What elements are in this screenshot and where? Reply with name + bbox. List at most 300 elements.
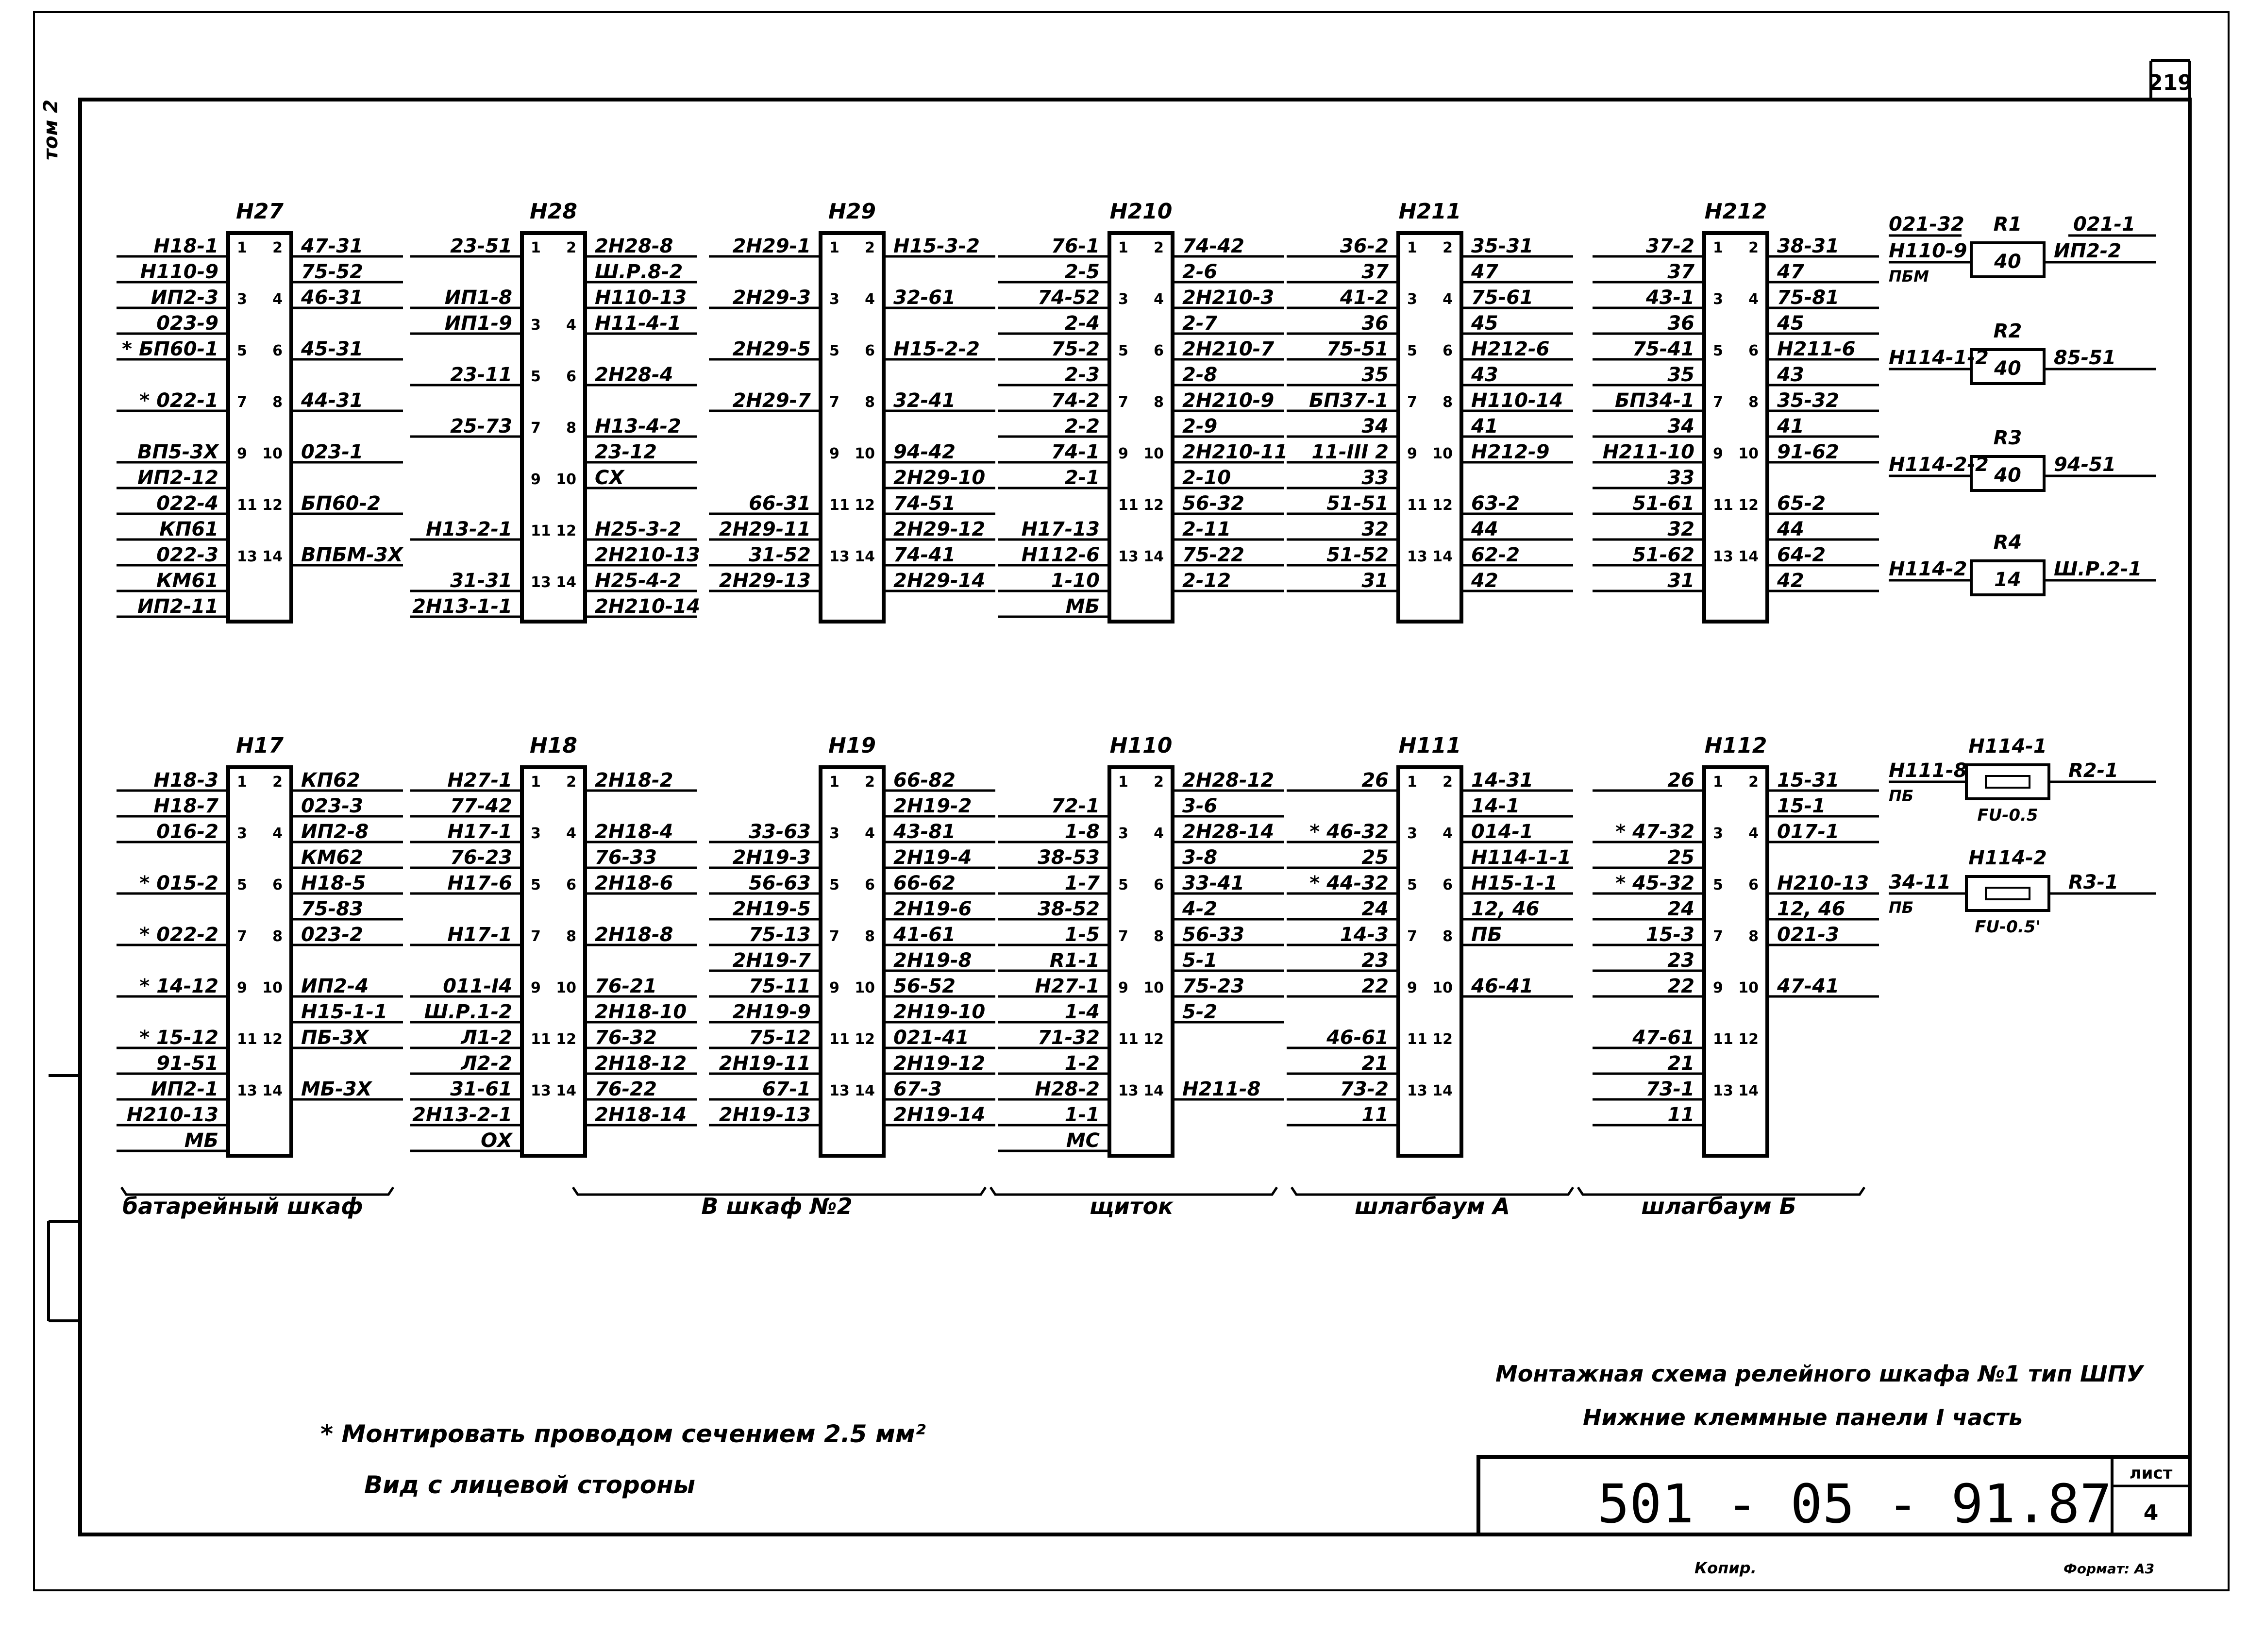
wire-label-right: Н114-1-1 <box>1471 846 1571 869</box>
wire-label-right: 38-31 <box>1777 235 1839 257</box>
wire-label-right: 2-12 <box>1182 570 1231 592</box>
pin-number: 2 <box>272 239 283 256</box>
wire-label-left: 022-4 <box>156 492 218 515</box>
pin-number: 6 <box>1748 877 1759 893</box>
fuse-wire-right: R3-1 <box>2068 871 2119 893</box>
pin-number: 11 <box>531 523 551 539</box>
wire-label-left: 33-63 <box>749 821 811 843</box>
group-labels <box>121 1187 1864 1219</box>
pin-number: 13 <box>1118 548 1139 565</box>
wire-label-left: 14-3 <box>1340 924 1389 946</box>
terminal-block-name: Н19 <box>828 733 876 758</box>
pin-number: 9 <box>237 445 247 462</box>
wire-label-left: МС <box>1066 1129 1100 1152</box>
fuse-name: Н114-2 <box>1968 847 2047 869</box>
pin-number: 8 <box>1154 928 1164 945</box>
wire-label-left: 36 <box>1667 312 1694 335</box>
wire-label-right: 2-9 <box>1182 415 1218 438</box>
wire-label-right: 021-3 <box>1777 924 1839 946</box>
pin-number: 2 <box>1748 239 1759 256</box>
pin-number: 8 <box>1443 394 1453 411</box>
wire-label-right: 2Н210-14 <box>595 595 701 618</box>
pin-number: 8 <box>865 928 875 945</box>
wire-label-right: Н15-3-2 <box>893 235 980 257</box>
wire-label-left: Н211-10 <box>1602 441 1694 463</box>
wire-label-right: 2Н18-2 <box>595 769 673 792</box>
wire-label-right: 94-42 <box>893 441 956 463</box>
terminal-block-name: Н17 <box>235 733 284 758</box>
fuse-wire-left-sub: ПБ <box>1889 898 1914 917</box>
wire-label-left: 26 <box>1361 769 1389 792</box>
wire-label-right: 41-61 <box>893 924 956 946</box>
wire-label-right: 2Н210-9 <box>1182 389 1275 412</box>
wire-label-left: 1-10 <box>1051 570 1100 592</box>
wire-label-left: * 14-12 <box>139 975 218 997</box>
wire-label-right: 91-62 <box>1777 441 1839 463</box>
pin-number: 10 <box>1143 979 1164 996</box>
wire-label-right: ИП2-4 <box>301 975 369 997</box>
wire-label-left: 67-1 <box>762 1078 811 1100</box>
terminal-block <box>410 199 700 622</box>
wire-label-left: 2Н29-7 <box>732 389 811 412</box>
wire-label-left: 1-8 <box>1064 821 1100 843</box>
pin-number: 1 <box>1118 774 1128 791</box>
wire-label-left: * 45-32 <box>1615 872 1694 894</box>
pin-number: 5 <box>531 368 541 385</box>
terminal-block <box>709 199 995 622</box>
wire-label-left: * 44-32 <box>1309 872 1389 894</box>
wire-label-right: 2Н29-14 <box>893 570 986 592</box>
wire-label-right: 12, 46 <box>1471 898 1540 920</box>
wire-label-left: 11 <box>1361 1104 1389 1126</box>
wire-label-right: 62-2 <box>1471 544 1520 566</box>
pin-number: 3 <box>1407 825 1417 842</box>
pin-number: 4 <box>272 825 283 842</box>
wire-label-right: 76-33 <box>595 846 657 869</box>
terminal-block-name: Н27 <box>235 199 284 224</box>
wire-label-left: 31 <box>1667 570 1694 592</box>
pin-number: 12 <box>1143 497 1164 514</box>
wire-label-left: Н28-2 <box>1035 1078 1100 1100</box>
wire-label-left: 21 <box>1667 1052 1694 1075</box>
wire-label-left: 22 <box>1667 975 1694 997</box>
wire-label-right: 12, 46 <box>1777 898 1845 920</box>
wire-label-right: Н25-4-2 <box>595 570 682 592</box>
wire-label-left: Ш.Р.1-2 <box>424 1001 512 1023</box>
pin-number: 14 <box>262 1082 283 1099</box>
wire-label-left: 2Н13-2-1 <box>412 1104 512 1126</box>
pin-number: 10 <box>855 445 875 462</box>
wire-label-right: 56-52 <box>893 975 956 997</box>
fuse-element <box>1986 776 2030 788</box>
pin-number: 13 <box>1713 548 1733 565</box>
pin-number: 11 <box>237 1031 257 1048</box>
wire-label-left: 1-2 <box>1064 1052 1100 1075</box>
pin-number: 11 <box>531 1031 551 1048</box>
title-line-2: Нижние клеммные панели I часть <box>1583 1404 2023 1431</box>
wire-label-right: 2Н18-8 <box>595 924 673 946</box>
pin-number: 4 <box>272 291 283 308</box>
pin-number: 1 <box>1713 774 1723 791</box>
pin-number: 11 <box>1118 1031 1139 1048</box>
pin-number: 4 <box>1443 825 1453 842</box>
group-label: батарейный шкаф <box>122 1193 363 1219</box>
pin-number: 1 <box>531 774 541 791</box>
wire-label-left: 43-1 <box>1645 287 1694 309</box>
wire-label-right: 2Н210-3 <box>1182 287 1275 309</box>
pin-number: 6 <box>1443 342 1453 359</box>
wire-label-left: 74-1 <box>1051 441 1100 463</box>
wire-label-right: 45 <box>1777 312 1804 335</box>
resistor-wire-left: Н114-2 <box>1889 558 1967 580</box>
wire-label-right: 15-1 <box>1777 795 1826 817</box>
wire-label-left: 2-5 <box>1064 261 1100 283</box>
pin-number: 12 <box>262 1031 283 1048</box>
wire-label-left: * 47-32 <box>1615 821 1694 843</box>
wire-label-left: Л2-2 <box>461 1052 512 1075</box>
pin-number: 8 <box>865 394 875 411</box>
pin-number: 7 <box>531 928 541 945</box>
wire-label-right: 2Н19-2 <box>893 795 972 817</box>
pin-number: 7 <box>531 420 541 437</box>
pin-number: 1 <box>237 774 247 791</box>
wire-label-left: КМ61 <box>156 570 218 592</box>
wire-label-left: 21 <box>1361 1052 1389 1075</box>
resistor-name: R2 <box>1993 320 2022 342</box>
wire-label-right: 76-32 <box>595 1027 657 1049</box>
wire-label-right: 3-8 <box>1182 846 1218 869</box>
pin-number: 9 <box>531 979 541 996</box>
wire-label-left: 37 <box>1667 261 1694 283</box>
pin-number: 1 <box>531 239 541 256</box>
pin-number: 9 <box>1407 979 1417 996</box>
wire-label-left: 25 <box>1667 846 1694 869</box>
wire-label-left: * 022-1 <box>139 389 218 412</box>
pin-number: 3 <box>237 825 247 842</box>
wire-label-right: Н211-8 <box>1182 1078 1261 1100</box>
wire-label-left: 76-1 <box>1051 235 1100 257</box>
wire-label-right: БП60-2 <box>301 492 381 515</box>
wire-label-right: 2Н28-14 <box>1182 821 1275 843</box>
wire-label-right: 2Н18-14 <box>595 1104 687 1126</box>
terminal-block-name: Н111 <box>1398 733 1461 758</box>
pin-number: 13 <box>531 574 551 591</box>
pin-number: 1 <box>1713 239 1723 256</box>
wire-label-left: 2Н29-3 <box>732 287 811 309</box>
pin-number: 2 <box>566 239 576 256</box>
pin-number: 8 <box>272 394 283 411</box>
wire-label-right: 32-61 <box>893 287 956 309</box>
wire-label-left: 32 <box>1361 518 1389 540</box>
fuse-value: FU-0.5 <box>1977 806 2038 825</box>
wire-label-right: 76-21 <box>595 975 657 997</box>
wire-label-right: 2-10 <box>1182 467 1231 489</box>
wire-label-left: 022-3 <box>156 544 218 566</box>
pin-number: 5 <box>1118 342 1128 359</box>
wire-label-right: 74-41 <box>893 544 956 566</box>
wire-label-right: КМ62 <box>301 846 364 869</box>
pin-number: 12 <box>1432 1031 1453 1048</box>
wire-label-right: Н110-14 <box>1471 389 1563 412</box>
pin-number: 13 <box>237 548 257 565</box>
pin-number: 4 <box>1154 291 1164 308</box>
wire-label-left: 31 <box>1361 570 1389 592</box>
pin-number: 11 <box>1713 1031 1733 1048</box>
pin-number: 8 <box>272 928 283 945</box>
pin-number: 9 <box>1407 445 1417 462</box>
wire-label-left: 34 <box>1361 415 1389 438</box>
wire-label-right: Н15-2-2 <box>893 338 980 360</box>
wire-label-right: 2Н18-6 <box>595 872 673 894</box>
pin-number: 5 <box>237 877 247 893</box>
resistor-wire-left: Н114-1-2 <box>1889 347 1989 369</box>
wire-label-left: Н110-9 <box>140 261 218 283</box>
pin-number: 7 <box>1118 928 1128 945</box>
fuse-value: FU-0.5' <box>1975 917 2041 937</box>
wire-label-right: 023-1 <box>301 441 363 463</box>
wire-label-right: 66-82 <box>893 769 956 792</box>
wire-label-left: 1-4 <box>1064 1001 1100 1023</box>
wire-label-right: 14-31 <box>1471 769 1533 792</box>
pin-number: 2 <box>865 239 875 256</box>
wire-label-left: Л1-2 <box>461 1027 512 1049</box>
terminal-block-name: Н110 <box>1109 733 1173 758</box>
wire-label-right: 63-2 <box>1471 492 1520 515</box>
wire-label-left: 46-61 <box>1326 1027 1389 1049</box>
wire-label-left: 37 <box>1361 261 1389 283</box>
terminal-block <box>410 733 697 1156</box>
wire-label-right: 65-2 <box>1777 492 1826 515</box>
wire-label-left: 11-III 2 <box>1311 441 1389 463</box>
pin-number: 14 <box>855 548 875 565</box>
pin-number: 1 <box>1118 239 1128 256</box>
pin-number: 14 <box>1738 548 1759 565</box>
wire-label-left: 23 <box>1667 949 1694 972</box>
pin-number: 1 <box>829 774 839 791</box>
wire-label-right: Н25-3-2 <box>595 518 682 540</box>
wire-label-right: 66-62 <box>893 872 956 894</box>
pin-number: 8 <box>1748 394 1759 411</box>
pin-number: 12 <box>1432 497 1453 514</box>
wire-label-right: 42 <box>1777 570 1804 592</box>
wire-label-right: 2Н19-14 <box>893 1104 986 1126</box>
wire-label-left: * 015-2 <box>139 872 218 894</box>
pin-number: 10 <box>556 471 576 488</box>
wire-label-left: 36 <box>1361 312 1389 335</box>
wire-label-left: 2-2 <box>1064 415 1100 438</box>
wire-label-right: 2-8 <box>1182 364 1218 386</box>
pin-number: 3 <box>1713 825 1723 842</box>
pin-number: 11 <box>1407 1031 1427 1048</box>
wire-label-right: 45 <box>1471 312 1498 335</box>
pin-number: 8 <box>1443 928 1453 945</box>
pin-number: 11 <box>1407 497 1427 514</box>
pin-number: 10 <box>262 445 283 462</box>
terminal-block-name: Н29 <box>828 199 876 224</box>
pin-number: 8 <box>566 420 576 437</box>
pin-number: 12 <box>262 497 283 514</box>
pin-number: 7 <box>1713 394 1723 411</box>
pin-number: 12 <box>1143 1031 1164 1048</box>
wire-label-right: Н211-6 <box>1777 338 1856 360</box>
fuse-element <box>1986 888 2030 899</box>
wire-label-left: Н17-13 <box>1021 518 1100 540</box>
pin-number: 10 <box>1432 445 1453 462</box>
pin-number: 9 <box>1118 445 1128 462</box>
wire-label-left: 26 <box>1667 769 1694 792</box>
wire-label-right: 5-1 <box>1182 949 1218 972</box>
terminal-block <box>117 733 403 1156</box>
wire-label-left: * 15-12 <box>139 1027 218 1049</box>
wire-label-right: КП62 <box>301 769 360 792</box>
wire-label-left: 51-61 <box>1632 492 1694 515</box>
pin-number: 11 <box>829 1031 850 1048</box>
wire-label-right: 75-52 <box>301 261 363 283</box>
pin-number: 2 <box>1748 774 1759 791</box>
page-number: 219 <box>2148 70 2193 95</box>
wire-label-right: 2Н29-10 <box>893 467 986 489</box>
wire-label-left: ИП1-8 <box>444 287 512 309</box>
pin-number: 5 <box>1118 877 1128 893</box>
wire-label-left: 2Н19-13 <box>719 1104 811 1126</box>
wire-label-left: 11 <box>1667 1104 1694 1126</box>
components-layer <box>1889 213 2156 937</box>
wire-label-right: 47-31 <box>301 235 363 257</box>
pin-number: 2 <box>1154 774 1164 791</box>
wire-label-right: 2Н19-12 <box>893 1052 986 1075</box>
wire-label-left: 73-2 <box>1340 1078 1389 1100</box>
wire-label-right: 2Н19-8 <box>893 949 972 972</box>
wire-label-left: 2Н29-13 <box>719 570 811 592</box>
pin-number: 13 <box>829 548 850 565</box>
wire-label-right: ИП2-8 <box>301 821 369 843</box>
wire-label-left: 2-1 <box>1064 467 1100 489</box>
wire-label-left: 2-4 <box>1064 312 1100 335</box>
resistor-wire-right-top: 021-1 <box>2073 213 2135 236</box>
wire-label-right: 46-41 <box>1471 975 1533 997</box>
wire-label-right: 76-22 <box>595 1078 657 1100</box>
wire-label-left: 38-53 <box>1038 846 1100 869</box>
wire-label-left: * 46-32 <box>1309 821 1389 843</box>
terminal-block <box>1287 199 1573 622</box>
pin-number: 1 <box>1407 239 1417 256</box>
resistor-value: 40 <box>1994 357 2021 380</box>
wire-label-left: 023-9 <box>156 312 218 335</box>
resistor <box>1889 531 2156 595</box>
wire-label-left: 51-62 <box>1632 544 1694 566</box>
pin-number: 14 <box>556 574 576 591</box>
wire-label-left: Н13-2-1 <box>425 518 512 540</box>
pin-number: 12 <box>855 1031 875 1048</box>
wire-label-right: 2Н18-4 <box>595 821 673 843</box>
wire-label-right: 2Н19-6 <box>893 898 972 920</box>
pin-number: 5 <box>1713 877 1723 893</box>
pin-number: 1 <box>829 239 839 256</box>
wire-label-right: 43 <box>1777 364 1804 386</box>
wire-label-left: Н210-13 <box>126 1104 218 1126</box>
wire-label-left: Н17-1 <box>447 821 512 843</box>
pin-number: 7 <box>829 928 839 945</box>
wire-label-right: 44-31 <box>301 389 363 412</box>
wire-label-left: ИП2-11 <box>137 595 218 618</box>
pin-number: 14 <box>1738 1082 1759 1099</box>
wire-label-right: 2Н18-12 <box>595 1052 687 1075</box>
wire-label-left: Н112-6 <box>1021 544 1100 566</box>
pin-number: 5 <box>237 342 247 359</box>
wire-label-left: 77-42 <box>450 795 512 817</box>
pin-number: 5 <box>1407 342 1417 359</box>
pin-number: 4 <box>1443 291 1453 308</box>
wire-label-left: 51-52 <box>1326 544 1389 566</box>
resistor-value: 40 <box>1994 464 2021 487</box>
pin-number: 14 <box>1432 1082 1453 1099</box>
wire-label-left: 2Н19-11 <box>719 1052 811 1075</box>
wire-label-right: 014-1 <box>1471 821 1533 843</box>
wire-label-right: 2Н28-12 <box>1182 769 1275 792</box>
pin-number: 3 <box>829 825 839 842</box>
wire-label-left: Н18-7 <box>153 795 218 817</box>
wire-label-left: 2Н29-11 <box>719 518 811 540</box>
wire-label-right: 2Н210-13 <box>595 544 701 566</box>
pin-number: 4 <box>1748 291 1759 308</box>
wire-label-left: 15-3 <box>1645 924 1694 946</box>
wire-label-right: 023-3 <box>301 795 363 817</box>
pin-number: 11 <box>1118 497 1139 514</box>
pin-number: 5 <box>1713 342 1723 359</box>
wire-label-left: ИП2-3 <box>151 287 218 309</box>
group-label: щиток <box>1089 1193 1174 1219</box>
wire-label-left: 56-63 <box>749 872 811 894</box>
pin-number: 2 <box>566 774 576 791</box>
wire-label-left: 23-11 <box>450 364 512 386</box>
wire-label-left: 41-2 <box>1340 287 1389 309</box>
fuse-name: Н114-1 <box>1968 735 2047 758</box>
pin-number: 11 <box>829 497 850 514</box>
wire-label-left: 75-2 <box>1051 338 1100 360</box>
wire-label-right: ПБ-3Х <box>301 1027 369 1049</box>
wire-label-left: ИП2-12 <box>137 467 218 489</box>
pin-number: 9 <box>531 471 541 488</box>
pin-number: 6 <box>1748 342 1759 359</box>
wire-label-left: ВП5-3Х <box>137 441 218 463</box>
wire-label-left: МБ <box>1065 595 1100 618</box>
wire-label-right: 35-31 <box>1471 235 1533 257</box>
wire-label-left: 75-12 <box>749 1027 811 1049</box>
pin-number: 9 <box>1118 979 1128 996</box>
sheet-number: 4 <box>2143 1500 2159 1525</box>
document-number: 501 - 05 - 91.87 <box>1597 1473 2112 1535</box>
wire-label-left: R1-1 <box>1049 949 1100 972</box>
pin-number: 4 <box>1154 825 1164 842</box>
wire-label-left: Н18-1 <box>153 235 218 257</box>
wire-label-right: 42 <box>1471 570 1498 592</box>
resistor-wire-left: Н110-9 <box>1889 240 1967 262</box>
wire-label-right: 2Н29-12 <box>893 518 986 540</box>
wire-label-right: 15-31 <box>1777 769 1839 792</box>
wire-label-left: 73-1 <box>1645 1078 1694 1100</box>
wire-label-right: Н11-4-1 <box>595 312 682 335</box>
pin-number: 1 <box>237 239 247 256</box>
wire-label-left: 38-52 <box>1038 898 1100 920</box>
pin-number: 7 <box>829 394 839 411</box>
pin-number: 1 <box>1407 774 1417 791</box>
pin-number: 6 <box>865 342 875 359</box>
wire-label-right: 41 <box>1777 415 1804 438</box>
wire-label-left: 31-61 <box>450 1078 512 1100</box>
pin-number: 8 <box>1748 928 1759 945</box>
wire-label-left: 75-51 <box>1326 338 1389 360</box>
pin-number: 3 <box>1118 825 1128 842</box>
